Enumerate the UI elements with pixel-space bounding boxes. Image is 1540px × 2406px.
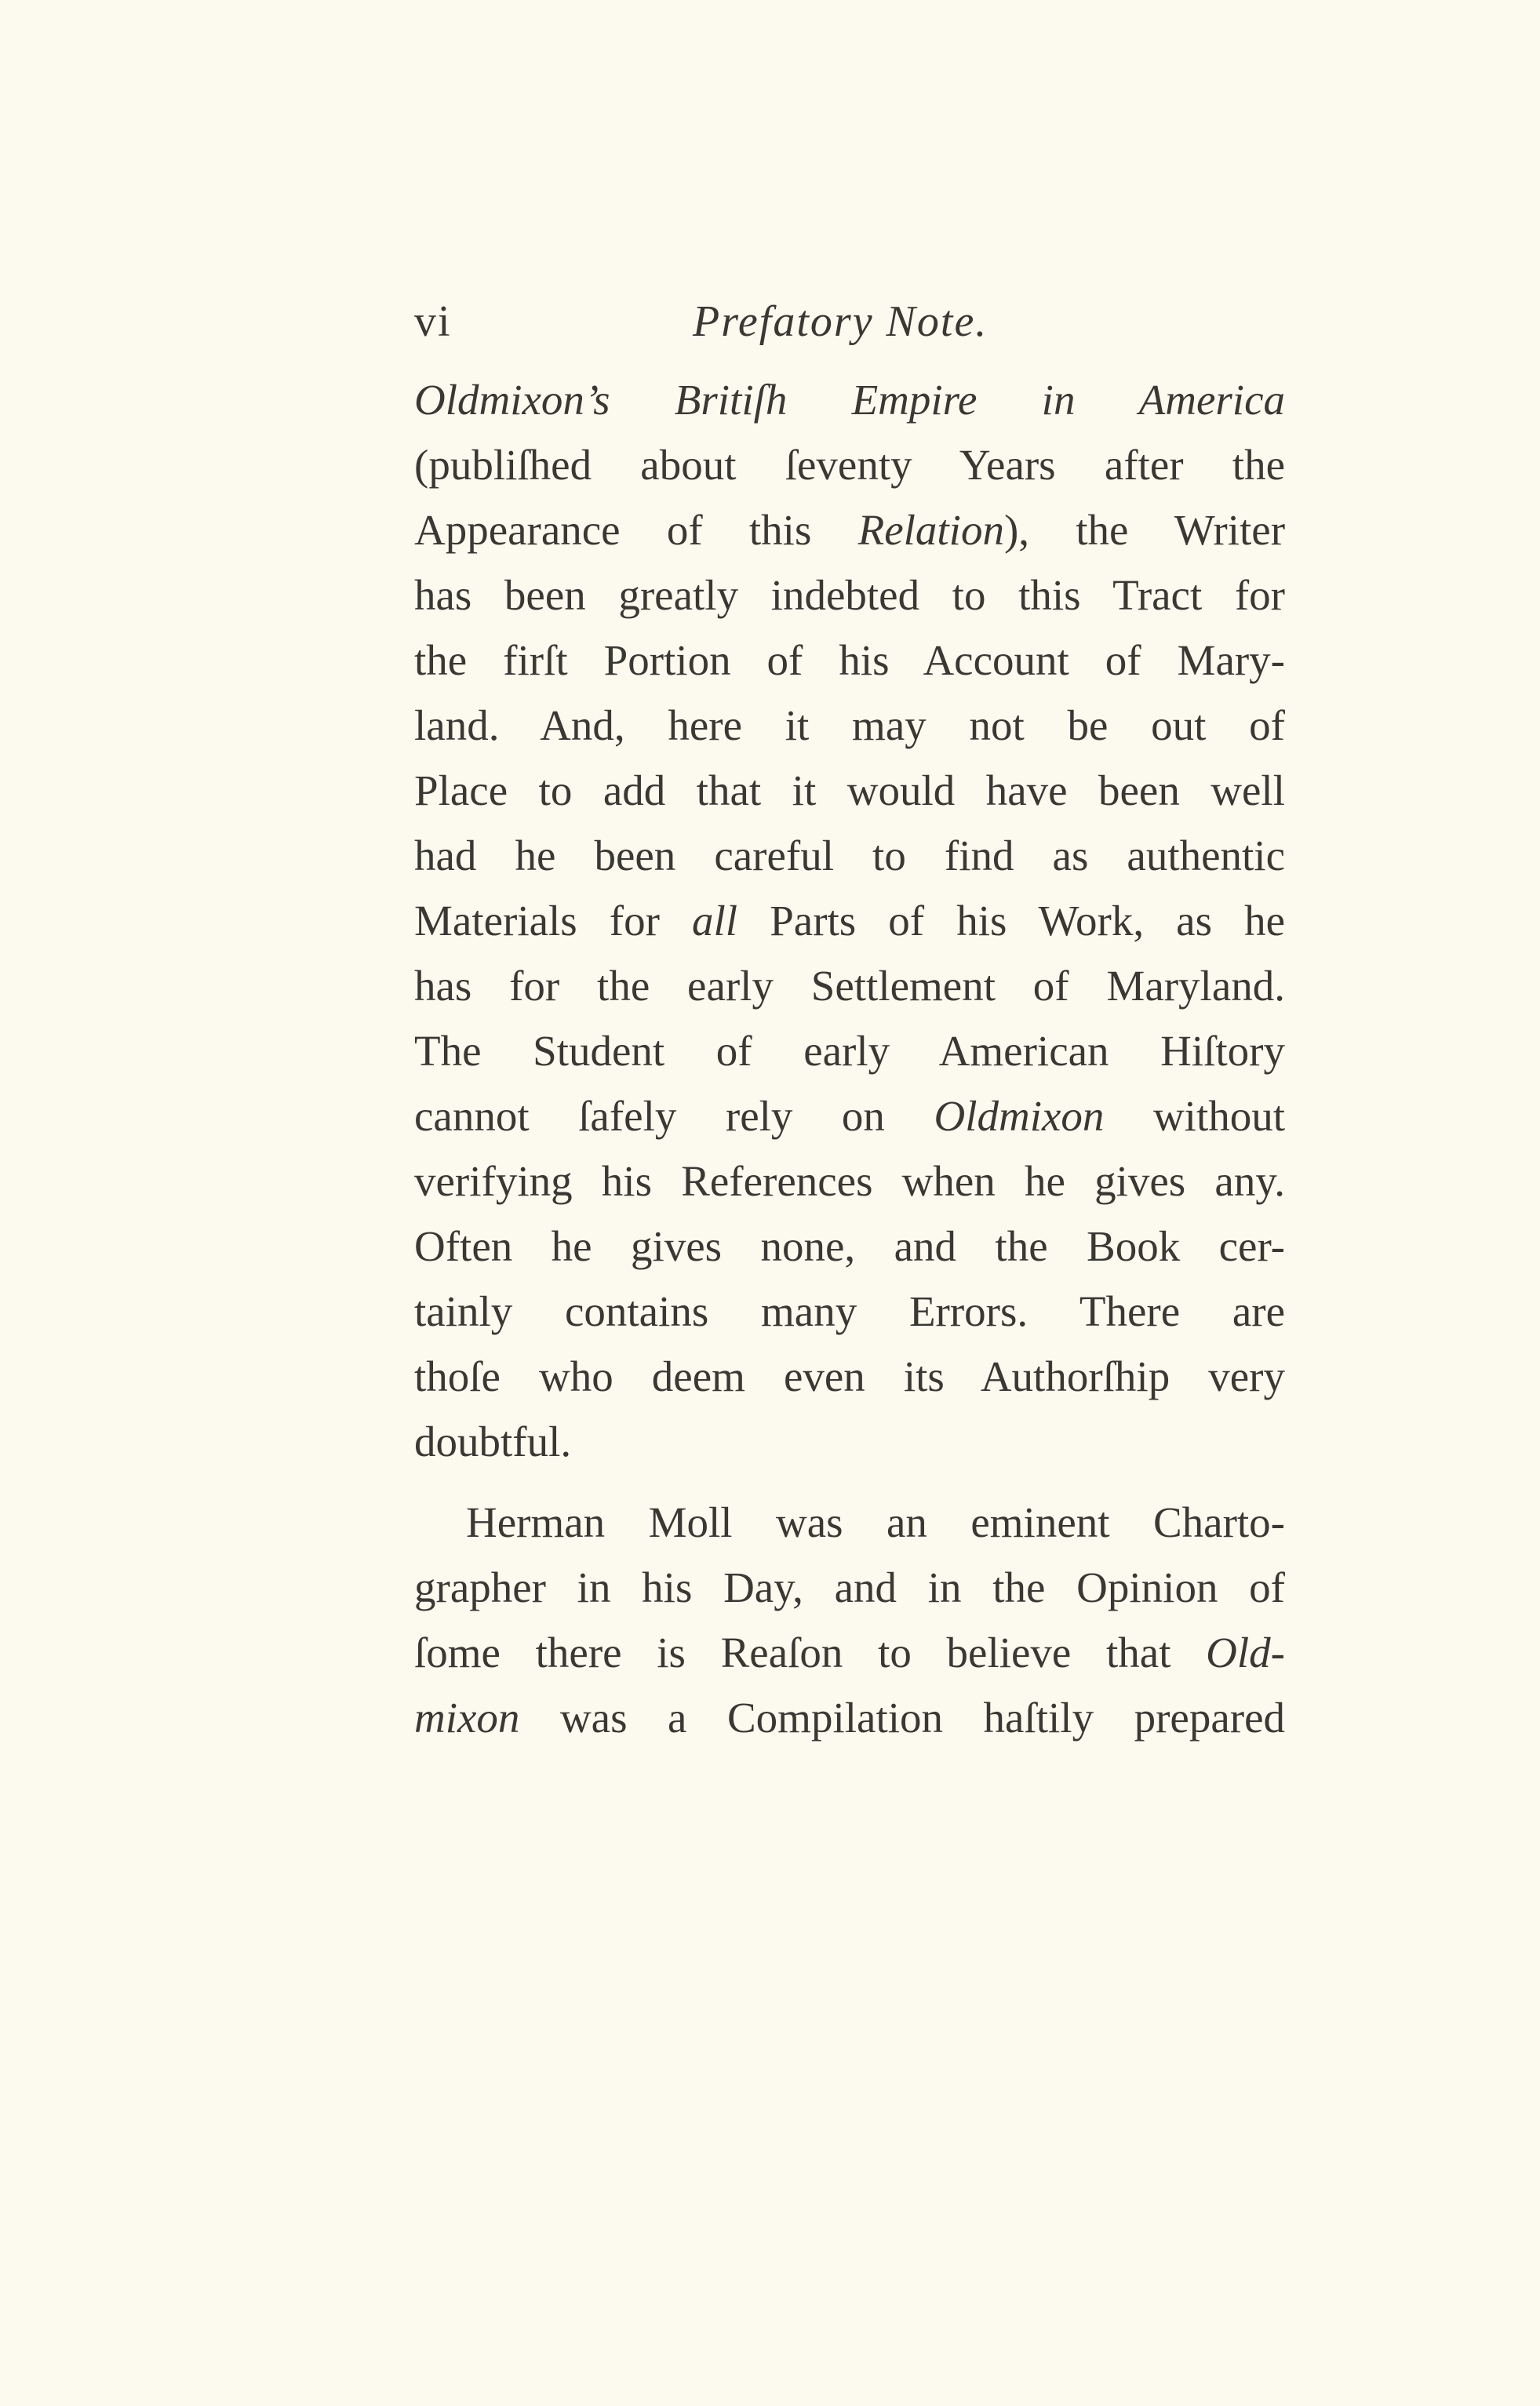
text-line <box>414 1214 1285 1279</box>
text-segment: Appearance of this <box>414 506 858 554</box>
italic-text: Oldmixon’s Britiſh Empire in America <box>414 376 1285 424</box>
text-segment: doubtful. <box>414 1418 572 1465</box>
text-segment: has for the early Settlement of Maryland. <box>414 962 1285 1010</box>
italic-text: Oldmixon <box>934 1092 1105 1140</box>
text-segment: The Student of early American Hiſtory <box>414 1027 1285 1075</box>
text-segment: Parts of his Work, as he <box>737 897 1285 945</box>
text-segment: land. And, here it may not be out of <box>414 701 1285 749</box>
text-segment: Often he gives none, and the Book cer- <box>414 1222 1285 1270</box>
text-segment: had he been careful to find as authentic <box>414 832 1285 879</box>
text-segment: grapher in his Day, and in the Opinion of <box>414 1563 1285 1611</box>
italic-text: Relation <box>857 506 1004 554</box>
body-text <box>414 367 1285 1750</box>
text-segment: (publiſhed about ſeventy Years after the <box>414 441 1285 489</box>
text-segment: Materials for <box>414 897 693 945</box>
text-line <box>414 1279 1285 1344</box>
running-title: Prefatory Note. <box>693 297 988 346</box>
italic-text: mixon <box>414 1694 520 1742</box>
text-line <box>414 1409 1285 1474</box>
text-segment: Place to add that it would have been well <box>414 766 1285 814</box>
text-segment: thoſe who deem even its Authorſhip very <box>414 1352 1285 1400</box>
paragraph-gap <box>414 1474 1285 1490</box>
text-line <box>414 1083 1285 1148</box>
italic-text: Old- <box>1206 1629 1285 1676</box>
text-line <box>414 497 1285 562</box>
text-line <box>414 1555 1285 1620</box>
text-segment: the firſt Portion of his Account of Mary- <box>414 636 1285 684</box>
text-line <box>414 1344 1285 1409</box>
text-segment: verifying his References when he gives any. <box>414 1157 1285 1205</box>
text-line <box>414 758 1285 823</box>
text-segment: without <box>1104 1092 1286 1140</box>
italic-text: all <box>692 897 738 945</box>
text-line <box>414 693 1285 758</box>
page-number: vi <box>414 297 452 346</box>
text-line <box>414 953 1285 1018</box>
text-line <box>414 367 1285 432</box>
text-segment: Herman Moll was an eminent Charto- <box>466 1498 1285 1546</box>
text-segment: tainly contains many Errors. There are <box>414 1287 1285 1335</box>
text-line <box>414 888 1285 953</box>
paragraph <box>414 367 1285 1474</box>
text-segment: cannot ſafely rely on <box>414 1092 934 1140</box>
paragraph <box>414 1490 1285 1750</box>
text-segment: has been greatly indebted to this Tract for <box>414 571 1285 619</box>
text-segment: was a Compilation haſtily prepared <box>519 1694 1285 1742</box>
text-line <box>414 823 1285 888</box>
text-line <box>414 628 1285 693</box>
text-segment: ſome there is Reaſon to believe that <box>414 1629 1207 1676</box>
text-line <box>414 1018 1285 1083</box>
text-line <box>414 1685 1285 1750</box>
text-line <box>414 432 1285 497</box>
text-line <box>414 1620 1285 1685</box>
text-segment: ), the Writer <box>1003 506 1286 554</box>
text-line <box>414 562 1285 628</box>
running-header <box>414 290 1285 353</box>
text-line <box>414 1148 1285 1214</box>
text-line <box>414 1490 1285 1555</box>
